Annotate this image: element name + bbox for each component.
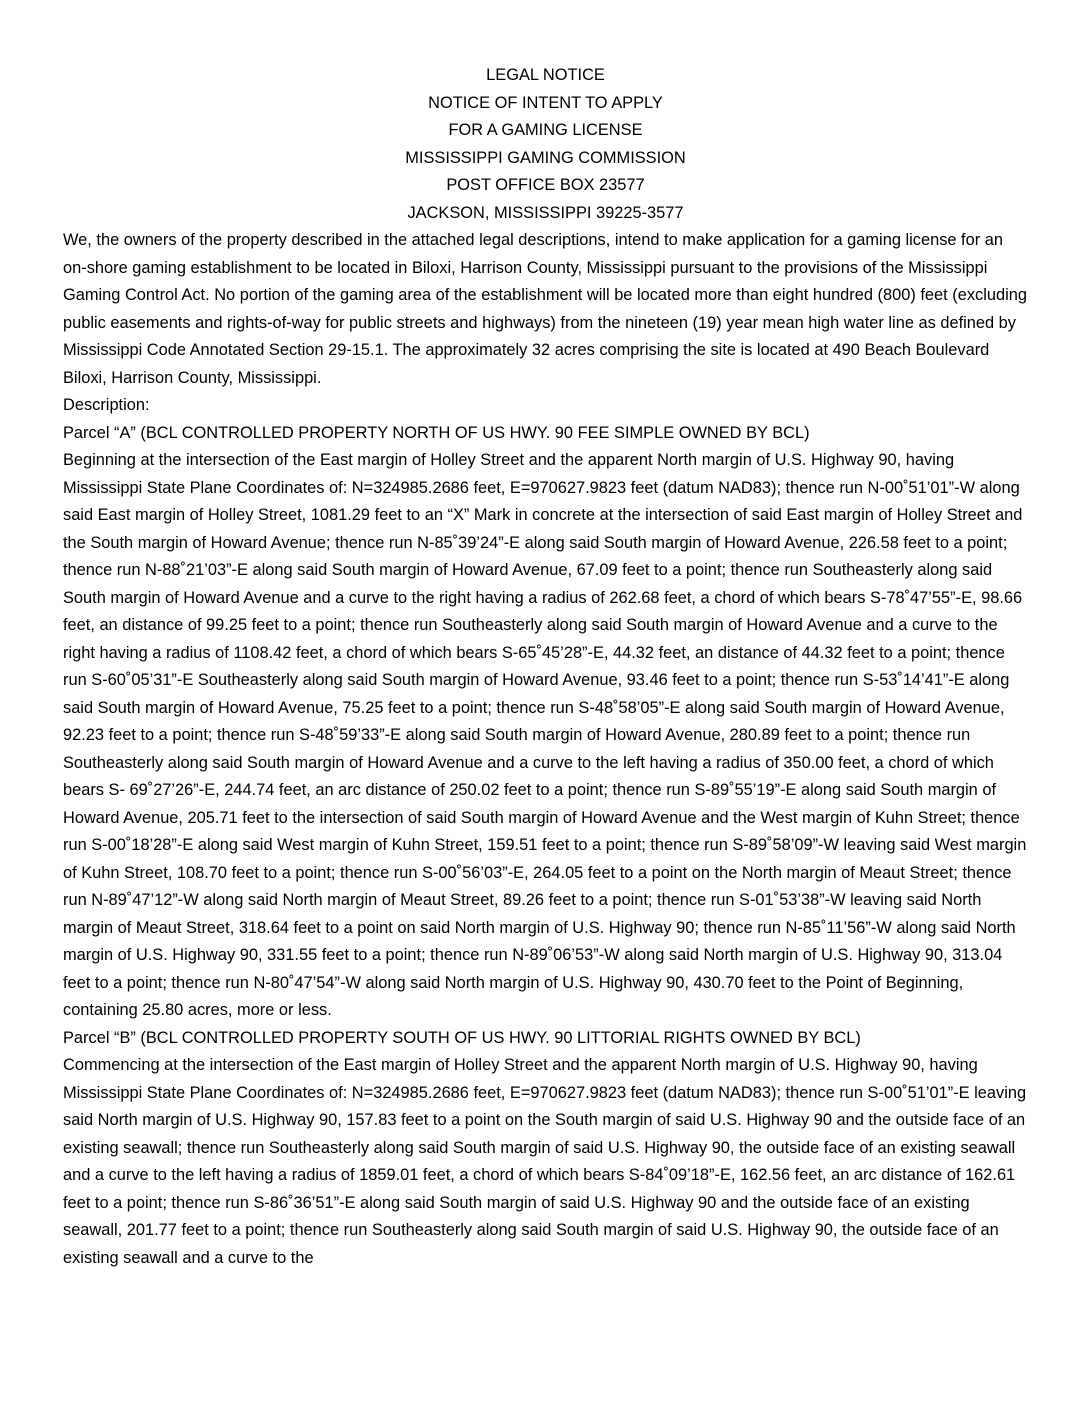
header-line-commission: MISSISSIPPI GAMING COMMISSION: [405, 148, 686, 167]
header-line-intent: NOTICE OF INTENT TO APPLY: [428, 93, 663, 112]
parcel-a-heading: Parcel “A” (BCL CONTROLLED PROPERTY NORTH OF US HWY. 90 FEE SIMPLE OWNED BY BCL): [63, 423, 810, 442]
parcel-a-text: Beginning at the intersection of the East margin of Holley Street and the apparent North margin of U.S. Highway 90, having Mississippi State Plane Coordinates of: N=324985.2686 feet, E=970627.9823 feet (datum NAD83); thence run N-00˚51’01”-W along said East margin of Holley Street, 1081.29 feet to an “X” Mark in concrete at the intersection of said East margin of Holley Street and the South margin of Howard Avenue; thence run N-85˚39’24”-E along said South margin of Howard Avenue, 226.58 feet to a point; thence run N-88˚21’03”-E along said South margin of Howard Avenue, 67.09 feet to a point; thence run Southeasterly along said South margin of Howard Avenue and a curve to the right having a radius of 262.68 feet, a chord of which bears S-78˚47’55”-E, 98.66 feet, an distance of 99.25 feet to a point; thence run Southeasterly along said South margin of Howard Avenue and a curve to the right having a radius of 1108.42 feet, a chord of which bears S-65˚45’28”-E, 44.32 feet, an distance of 44.32 feet to a point; thence run S-60˚05’31”-E Southeasterly along said South margin of Howard Avenue, 93.46 feet to a point; thence run S-53˚14’41”-E along said South margin of Howard Avenue, 75.25 feet to a point; thence run S-48˚58’05”-E along said South margin of Howard Avenue, 92.23 feet to a point; thence run S-48˚59’33”-E along said South margin of Howard Avenue, 280.89 feet to a point; thence run Southeasterly along said South margin of Howard Avenue and a curve to the left having a radius of 350.00 feet, a chord of which bears S- 69˚27’26”-E, 244.74 feet, an arc distance of 250.02 feet to a point; thence run S-89˚55’19”-E along said South margin of Howard Avenue, 205.71 feet to the intersection of said South margin of Howard Avenue and the West margin of Kuhn Street; thence run S-00˚18’28”-E along said West margin of Kuhn Street, 159.51 feet to a point; thence run S-89˚58’09”-W leaving said West margin of Kuhn Street, 108.70 feet to a point; thence run S-00˚56’03”-E, 264.05 feet to a point on the North margin of Meaut Street; thence run N-89˚47’12”-W along said North margin of Meaut Street, 89.26 feet to a point; thence run S-01˚53’38”-W leaving said North margin of Meaut Street, 318.64 feet to a point on said North margin of U.S. Highway 90; thence run N-85˚11’56”-W along said North margin of U.S. Highway 90, 331.55 feet to a point; thence run N-89˚06’53”-W along said North margin of U.S. Highway 90, 313.04 feet to a point; thence run N-80˚47’54”-W along said North margin of U.S. Highway 90, 430.70 feet to the Point of Beginning, containing 25.80 acres, more or less.: [63, 451, 1027, 1019]
notice-header: [63, 62, 1028, 227]
parcel-b-heading: Parcel “B” (BCL CONTROLLED PROPERTY SOUTH OF US HWY. 90 LITTORIAL RIGHTS OWNED BY BCL): [63, 1028, 861, 1047]
description-label: Description:: [63, 396, 150, 414]
header-line-city: JACKSON, MISSISSIPPI 39225-3577: [407, 203, 684, 222]
header-line-po-box: POST OFFICE BOX 23577: [446, 176, 645, 194]
header-line-gaming-license: FOR A GAMING LICENSE: [448, 121, 643, 139]
header-line-legal-notice: LEGAL NOTICE: [486, 66, 605, 84]
notice-body: [63, 227, 1028, 1272]
intro-paragraph: We, the owners of the property described in the attached legal descriptions, intend to make application for a gaming license for an on-shore gaming establishment to be located in Biloxi, Harrison County, Mississippi pursuant to the provisions of the Mississippi Gaming Control Act. No portion of the gaming area of the establishment will be located more than eight hundred (800) feet (excluding public easements and rights-of-way for public streets and highways) from the nineteen (19) year mean high water line as defined by Mississippi Code Annotated Section 29-15.1. The approximately 32 acres comprising the site is located at 490 Beach Boulevard Biloxi, Harrison County, Mississippi.: [63, 231, 1027, 387]
parcel-b-text: Commencing at the intersection of the East margin of Holley Street and the apparent North margin of U.S. Highway 90, having Mississippi State Plane Coordinates of: N=324985.2686 feet, E=970627.9823 feet (datum NAD83); thence run S-00˚51’01”-E leaving said North margin of U.S. Highway 90, 157.83 feet to a point on the South margin of said U.S. Highway 90 and the outside face of an existing seawall; thence run Southeasterly along said South margin of said U.S. Highway 90, the outside face of an existing seawall and a curve to the left having a radius of 1859.01 feet, a chord of which bears S-84˚09’18”-E, 162.56 feet, an arc distance of 162.61 feet to a point; thence run S-86˚36’51”-E along said South margin of said U.S. Highway 90 and the outside face of an existing seawall, 201.77 feet to a point; thence run Southeasterly along said South margin of said U.S. Highway 90, the outside face of an existing seawall and a curve to the: [63, 1056, 1027, 1267]
